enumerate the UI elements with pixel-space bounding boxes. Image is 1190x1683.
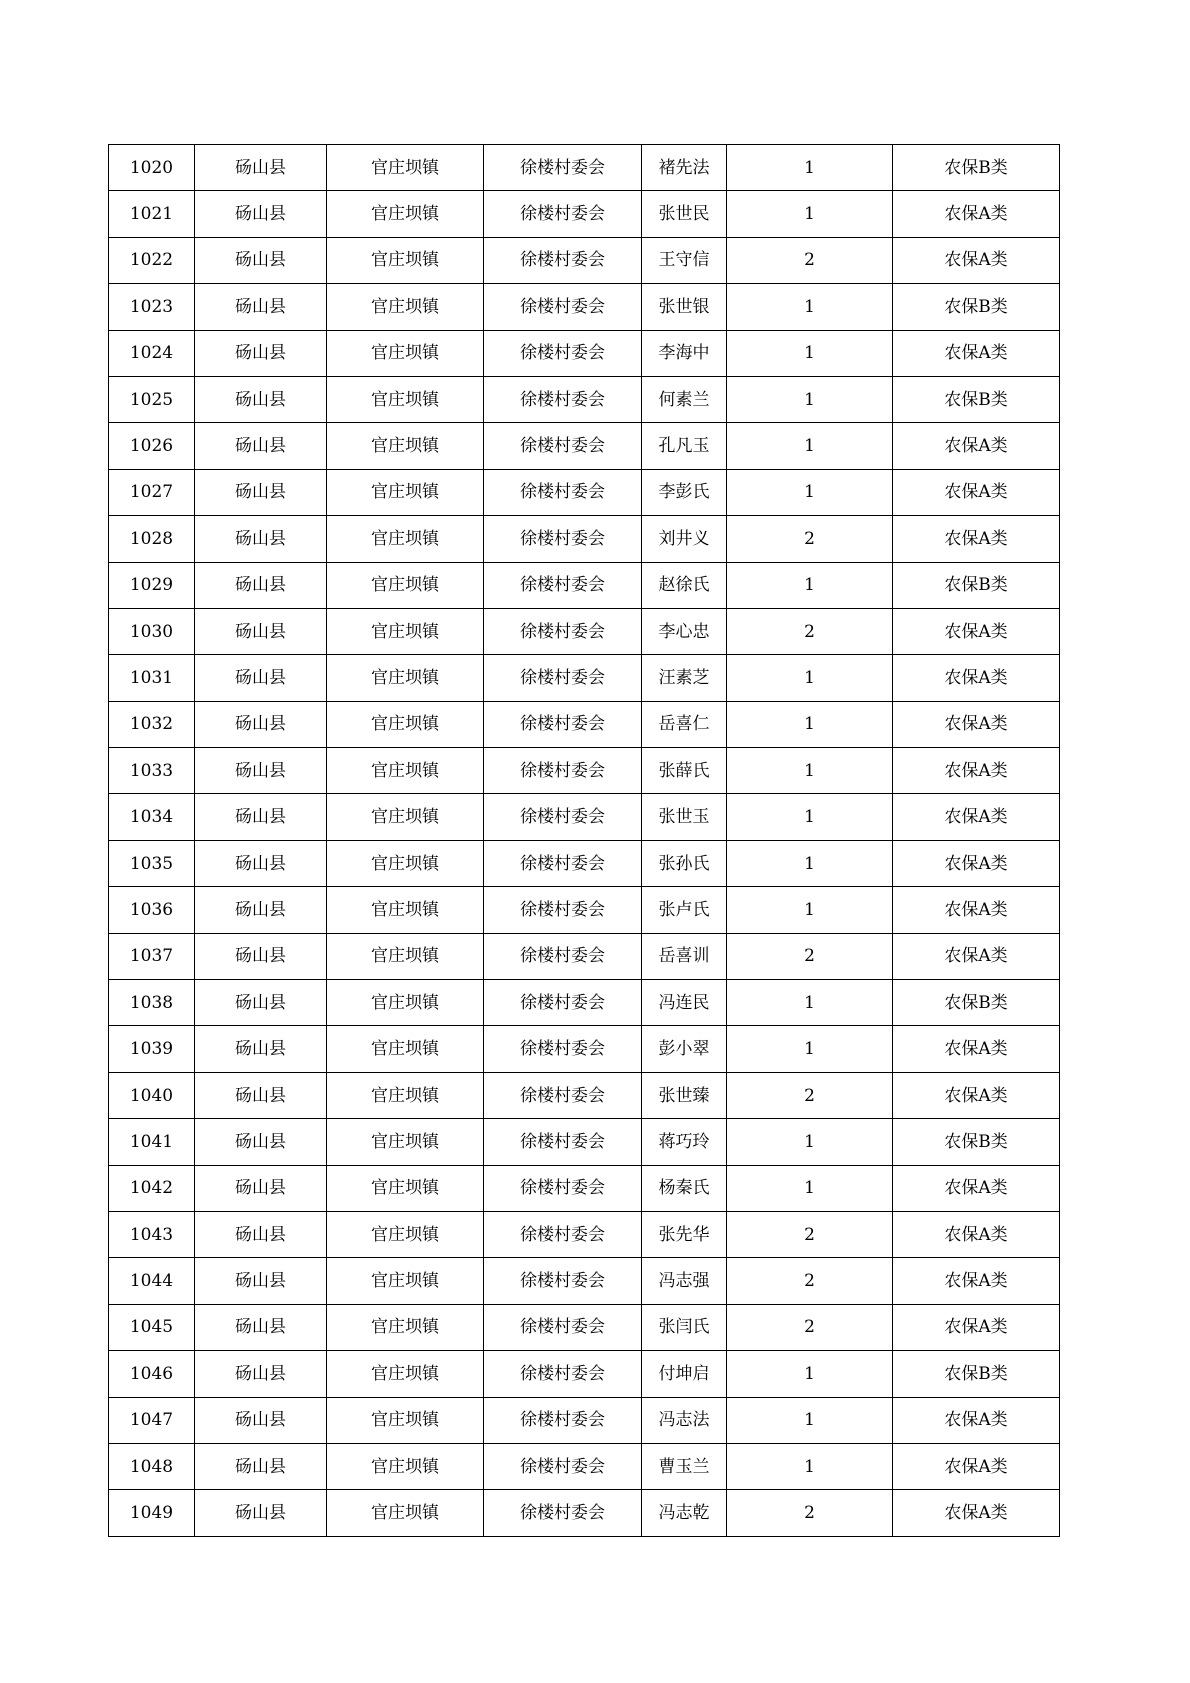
- village-committee-cell: 徐楼村委会: [484, 1165, 642, 1211]
- village-committee-cell: 徐楼村委会: [484, 1211, 642, 1257]
- county-cell: 砀山县: [195, 376, 327, 422]
- town-cell: 官庄坝镇: [327, 1165, 484, 1211]
- table-row: [109, 191, 1060, 237]
- county-cell: 砀山县: [195, 655, 327, 701]
- table-row: [109, 423, 1060, 469]
- insurance-type-cell: 农保A类: [893, 1026, 1060, 1072]
- table-row: [109, 1490, 1060, 1536]
- household-count-cell: 1: [727, 1443, 893, 1489]
- county-cell: 砀山县: [195, 887, 327, 933]
- town-cell: 官庄坝镇: [327, 701, 484, 747]
- table-row: [109, 1443, 1060, 1489]
- village-committee-cell: 徐楼村委会: [484, 145, 642, 191]
- serial-number-cell: 1030: [109, 608, 195, 654]
- person-name-cell: 曹玉兰: [642, 1443, 727, 1489]
- serial-number-cell: 1049: [109, 1490, 195, 1536]
- person-name-cell: 岳喜训: [642, 933, 727, 979]
- village-committee-cell: 徐楼村委会: [484, 516, 642, 562]
- serial-number-cell: 1044: [109, 1258, 195, 1304]
- county-cell: 砀山县: [195, 1490, 327, 1536]
- town-cell: 官庄坝镇: [327, 655, 484, 701]
- household-count-cell: 1: [727, 330, 893, 376]
- serial-number-cell: 1021: [109, 191, 195, 237]
- serial-number-cell: 1022: [109, 237, 195, 283]
- person-name-cell: 冯志乾: [642, 1490, 727, 1536]
- person-name-cell: 赵徐氏: [642, 562, 727, 608]
- serial-number-cell: 1027: [109, 469, 195, 515]
- serial-number-cell: 1036: [109, 887, 195, 933]
- county-cell: 砀山县: [195, 469, 327, 515]
- county-cell: 砀山县: [195, 1304, 327, 1350]
- table-row: [109, 469, 1060, 515]
- insurance-type-cell: 农保A类: [893, 1304, 1060, 1350]
- table-row: [109, 284, 1060, 330]
- table-row: [109, 980, 1060, 1026]
- town-cell: 官庄坝镇: [327, 1490, 484, 1536]
- county-cell: 砀山县: [195, 516, 327, 562]
- village-committee-cell: 徐楼村委会: [484, 887, 642, 933]
- insurance-type-cell: 农保A类: [893, 794, 1060, 840]
- insurance-type-cell: 农保A类: [893, 655, 1060, 701]
- person-name-cell: 张世玉: [642, 794, 727, 840]
- county-cell: 砀山县: [195, 794, 327, 840]
- insurance-type-cell: 农保A类: [893, 191, 1060, 237]
- county-cell: 砀山县: [195, 933, 327, 979]
- person-name-cell: 王守信: [642, 237, 727, 283]
- insurance-type-cell: 农保B类: [893, 562, 1060, 608]
- town-cell: 官庄坝镇: [327, 1072, 484, 1118]
- insurance-type-cell: 农保B类: [893, 980, 1060, 1026]
- household-count-cell: 1: [727, 887, 893, 933]
- table-row: [109, 562, 1060, 608]
- person-name-cell: 冯志强: [642, 1258, 727, 1304]
- household-count-cell: 2: [727, 1304, 893, 1350]
- insurance-type-cell: 农保A类: [893, 330, 1060, 376]
- table-row: [109, 794, 1060, 840]
- town-cell: 官庄坝镇: [327, 794, 484, 840]
- serial-number-cell: 1037: [109, 933, 195, 979]
- insurance-type-cell: 农保A类: [893, 1443, 1060, 1489]
- table-row: [109, 655, 1060, 701]
- town-cell: 官庄坝镇: [327, 423, 484, 469]
- town-cell: 官庄坝镇: [327, 1026, 484, 1072]
- serial-number-cell: 1023: [109, 284, 195, 330]
- household-count-cell: 2: [727, 1072, 893, 1118]
- household-count-cell: 1: [727, 1026, 893, 1072]
- person-name-cell: 张先华: [642, 1211, 727, 1257]
- household-count-cell: 1: [727, 145, 893, 191]
- person-name-cell: 张世臻: [642, 1072, 727, 1118]
- county-cell: 砀山县: [195, 1258, 327, 1304]
- table-row: [109, 608, 1060, 654]
- town-cell: 官庄坝镇: [327, 376, 484, 422]
- village-committee-cell: 徐楼村委会: [484, 1397, 642, 1443]
- household-count-cell: 2: [727, 516, 893, 562]
- town-cell: 官庄坝镇: [327, 237, 484, 283]
- household-count-cell: 1: [727, 840, 893, 886]
- village-committee-cell: 徐楼村委会: [484, 933, 642, 979]
- village-committee-cell: 徐楼村委会: [484, 376, 642, 422]
- village-committee-cell: 徐楼村委会: [484, 840, 642, 886]
- person-name-cell: 张卢氏: [642, 887, 727, 933]
- village-committee-cell: 徐楼村委会: [484, 1304, 642, 1350]
- county-cell: 砀山县: [195, 701, 327, 747]
- county-cell: 砀山县: [195, 191, 327, 237]
- serial-number-cell: 1038: [109, 980, 195, 1026]
- household-count-cell: 2: [727, 933, 893, 979]
- household-count-cell: 1: [727, 794, 893, 840]
- county-cell: 砀山县: [195, 748, 327, 794]
- table-row: [109, 145, 1060, 191]
- town-cell: 官庄坝镇: [327, 933, 484, 979]
- town-cell: 官庄坝镇: [327, 748, 484, 794]
- serial-number-cell: 1034: [109, 794, 195, 840]
- serial-number-cell: 1025: [109, 376, 195, 422]
- serial-number-cell: 1043: [109, 1211, 195, 1257]
- roster-table: [108, 144, 1060, 1537]
- person-name-cell: 彭小翠: [642, 1026, 727, 1072]
- table-row: [109, 1397, 1060, 1443]
- insurance-type-cell: 农保A类: [893, 1397, 1060, 1443]
- household-count-cell: 1: [727, 469, 893, 515]
- table-row: [109, 748, 1060, 794]
- serial-number-cell: 1040: [109, 1072, 195, 1118]
- person-name-cell: 李彭氏: [642, 469, 727, 515]
- county-cell: 砀山县: [195, 145, 327, 191]
- insurance-type-cell: 农保A类: [893, 516, 1060, 562]
- serial-number-cell: 1048: [109, 1443, 195, 1489]
- town-cell: 官庄坝镇: [327, 1397, 484, 1443]
- person-name-cell: 孔凡玉: [642, 423, 727, 469]
- town-cell: 官庄坝镇: [327, 608, 484, 654]
- town-cell: 官庄坝镇: [327, 1258, 484, 1304]
- household-count-cell: 2: [727, 1258, 893, 1304]
- town-cell: 官庄坝镇: [327, 145, 484, 191]
- village-committee-cell: 徐楼村委会: [484, 1072, 642, 1118]
- county-cell: 砀山县: [195, 1119, 327, 1165]
- county-cell: 砀山县: [195, 1026, 327, 1072]
- serial-number-cell: 1046: [109, 1351, 195, 1397]
- table-row: [109, 840, 1060, 886]
- town-cell: 官庄坝镇: [327, 562, 484, 608]
- person-name-cell: 汪素芝: [642, 655, 727, 701]
- household-count-cell: 1: [727, 376, 893, 422]
- household-count-cell: 1: [727, 748, 893, 794]
- person-name-cell: 张薛氏: [642, 748, 727, 794]
- household-count-cell: 1: [727, 1351, 893, 1397]
- county-cell: 砀山县: [195, 562, 327, 608]
- household-count-cell: 1: [727, 191, 893, 237]
- table-row: [109, 376, 1060, 422]
- insurance-type-cell: 农保A类: [893, 237, 1060, 283]
- town-cell: 官庄坝镇: [327, 980, 484, 1026]
- insurance-type-cell: 农保A类: [893, 1258, 1060, 1304]
- serial-number-cell: 1039: [109, 1026, 195, 1072]
- village-committee-cell: 徐楼村委会: [484, 423, 642, 469]
- household-count-cell: 2: [727, 237, 893, 283]
- table-row: [109, 516, 1060, 562]
- person-name-cell: 李海中: [642, 330, 727, 376]
- person-name-cell: 褚先法: [642, 145, 727, 191]
- insurance-type-cell: 农保A类: [893, 887, 1060, 933]
- town-cell: 官庄坝镇: [327, 469, 484, 515]
- serial-number-cell: 1033: [109, 748, 195, 794]
- town-cell: 官庄坝镇: [327, 516, 484, 562]
- serial-number-cell: 1047: [109, 1397, 195, 1443]
- insurance-type-cell: 农保A类: [893, 748, 1060, 794]
- table-row: [109, 933, 1060, 979]
- table-row: [109, 237, 1060, 283]
- person-name-cell: 岳喜仁: [642, 701, 727, 747]
- insurance-type-cell: 农保B类: [893, 1119, 1060, 1165]
- county-cell: 砀山县: [195, 1397, 327, 1443]
- person-name-cell: 蒋巧玲: [642, 1119, 727, 1165]
- table-row: [109, 330, 1060, 376]
- insurance-type-cell: 农保A类: [893, 423, 1060, 469]
- person-name-cell: 冯连民: [642, 980, 727, 1026]
- county-cell: 砀山县: [195, 1165, 327, 1211]
- village-committee-cell: 徐楼村委会: [484, 701, 642, 747]
- village-committee-cell: 徐楼村委会: [484, 469, 642, 515]
- household-count-cell: 1: [727, 655, 893, 701]
- village-committee-cell: 徐楼村委会: [484, 1351, 642, 1397]
- roster-table-body: [109, 145, 1060, 1537]
- person-name-cell: 张孙氏: [642, 840, 727, 886]
- household-count-cell: 1: [727, 284, 893, 330]
- village-committee-cell: 徐楼村委会: [484, 237, 642, 283]
- insurance-type-cell: 农保A类: [893, 1072, 1060, 1118]
- county-cell: 砀山县: [195, 284, 327, 330]
- insurance-type-cell: 农保A类: [893, 701, 1060, 747]
- table-row: [109, 1258, 1060, 1304]
- table-row: [109, 1026, 1060, 1072]
- county-cell: 砀山县: [195, 330, 327, 376]
- serial-number-cell: 1045: [109, 1304, 195, 1350]
- serial-number-cell: 1041: [109, 1119, 195, 1165]
- town-cell: 官庄坝镇: [327, 1443, 484, 1489]
- village-committee-cell: 徐楼村委会: [484, 1258, 642, 1304]
- village-committee-cell: 徐楼村委会: [484, 655, 642, 701]
- village-committee-cell: 徐楼村委会: [484, 284, 642, 330]
- town-cell: 官庄坝镇: [327, 284, 484, 330]
- table-row: [109, 1304, 1060, 1350]
- town-cell: 官庄坝镇: [327, 840, 484, 886]
- person-name-cell: 李心忠: [642, 608, 727, 654]
- household-count-cell: 1: [727, 701, 893, 747]
- village-committee-cell: 徐楼村委会: [484, 562, 642, 608]
- insurance-type-cell: 农保A类: [893, 608, 1060, 654]
- person-name-cell: 刘井义: [642, 516, 727, 562]
- serial-number-cell: 1032: [109, 701, 195, 747]
- county-cell: 砀山县: [195, 980, 327, 1026]
- serial-number-cell: 1026: [109, 423, 195, 469]
- table-row: [109, 701, 1060, 747]
- insurance-type-cell: 农保A类: [893, 1165, 1060, 1211]
- serial-number-cell: 1029: [109, 562, 195, 608]
- household-count-cell: 1: [727, 1119, 893, 1165]
- village-committee-cell: 徐楼村委会: [484, 1026, 642, 1072]
- village-committee-cell: 徐楼村委会: [484, 1490, 642, 1536]
- insurance-type-cell: 农保B类: [893, 1351, 1060, 1397]
- table-row: [109, 1165, 1060, 1211]
- table-row: [109, 1351, 1060, 1397]
- county-cell: 砀山县: [195, 1443, 327, 1489]
- household-count-cell: 2: [727, 1490, 893, 1536]
- person-name-cell: 张世银: [642, 284, 727, 330]
- serial-number-cell: 1031: [109, 655, 195, 701]
- town-cell: 官庄坝镇: [327, 191, 484, 237]
- village-committee-cell: 徐楼村委会: [484, 1443, 642, 1489]
- town-cell: 官庄坝镇: [327, 1119, 484, 1165]
- insurance-type-cell: 农保B类: [893, 284, 1060, 330]
- person-name-cell: 付坤启: [642, 1351, 727, 1397]
- county-cell: 砀山县: [195, 1351, 327, 1397]
- county-cell: 砀山县: [195, 1072, 327, 1118]
- table-row: [109, 1072, 1060, 1118]
- village-committee-cell: 徐楼村委会: [484, 980, 642, 1026]
- county-cell: 砀山县: [195, 840, 327, 886]
- village-committee-cell: 徐楼村委会: [484, 191, 642, 237]
- person-name-cell: 张世民: [642, 191, 727, 237]
- village-committee-cell: 徐楼村委会: [484, 608, 642, 654]
- town-cell: 官庄坝镇: [327, 1211, 484, 1257]
- person-name-cell: 何素兰: [642, 376, 727, 422]
- household-count-cell: 1: [727, 980, 893, 1026]
- town-cell: 官庄坝镇: [327, 887, 484, 933]
- insurance-type-cell: 农保A类: [893, 469, 1060, 515]
- table-row: [109, 887, 1060, 933]
- household-count-cell: 2: [727, 1211, 893, 1257]
- insurance-type-cell: 农保A类: [893, 1490, 1060, 1536]
- household-count-cell: 1: [727, 1397, 893, 1443]
- town-cell: 官庄坝镇: [327, 1351, 484, 1397]
- household-count-cell: 1: [727, 1165, 893, 1211]
- household-count-cell: 1: [727, 562, 893, 608]
- town-cell: 官庄坝镇: [327, 1304, 484, 1350]
- county-cell: 砀山县: [195, 237, 327, 283]
- serial-number-cell: 1020: [109, 145, 195, 191]
- county-cell: 砀山县: [195, 1211, 327, 1257]
- insurance-type-cell: 农保A类: [893, 933, 1060, 979]
- village-committee-cell: 徐楼村委会: [484, 748, 642, 794]
- household-count-cell: 1: [727, 423, 893, 469]
- county-cell: 砀山县: [195, 423, 327, 469]
- household-count-cell: 2: [727, 608, 893, 654]
- table-row: [109, 1211, 1060, 1257]
- town-cell: 官庄坝镇: [327, 330, 484, 376]
- table-row: [109, 1119, 1060, 1165]
- person-name-cell: 杨秦氏: [642, 1165, 727, 1211]
- village-committee-cell: 徐楼村委会: [484, 330, 642, 376]
- insurance-type-cell: 农保A类: [893, 1211, 1060, 1257]
- insurance-type-cell: 农保B类: [893, 145, 1060, 191]
- village-committee-cell: 徐楼村委会: [484, 794, 642, 840]
- serial-number-cell: 1035: [109, 840, 195, 886]
- serial-number-cell: 1028: [109, 516, 195, 562]
- serial-number-cell: 1024: [109, 330, 195, 376]
- insurance-type-cell: 农保A类: [893, 840, 1060, 886]
- insurance-type-cell: 农保B类: [893, 376, 1060, 422]
- county-cell: 砀山县: [195, 608, 327, 654]
- person-name-cell: 冯志法: [642, 1397, 727, 1443]
- person-name-cell: 张闫氏: [642, 1304, 727, 1350]
- serial-number-cell: 1042: [109, 1165, 195, 1211]
- village-committee-cell: 徐楼村委会: [484, 1119, 642, 1165]
